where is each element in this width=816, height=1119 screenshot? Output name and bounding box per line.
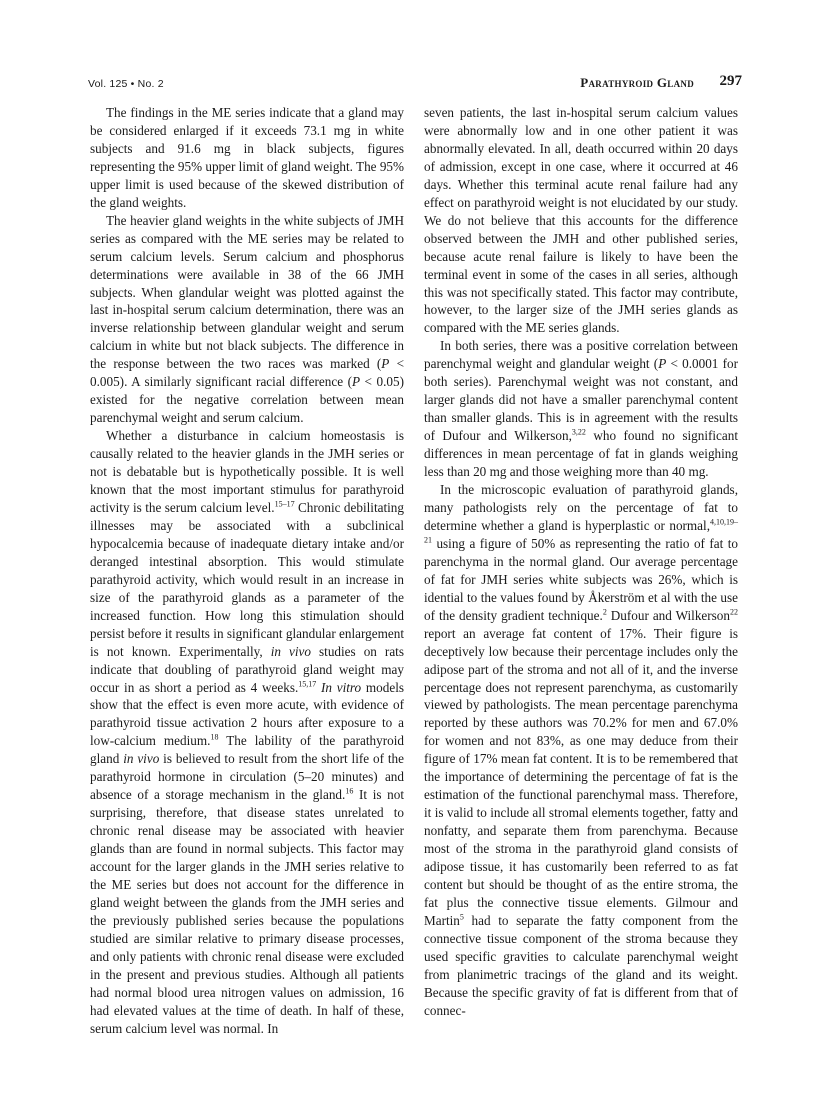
citation: 18 <box>210 732 219 742</box>
paragraph: The heavier gland weights in the white subjects of JMH series as compared with the ME series may be related to serum calcium levels. Serum calcium and phosphorus determinations were available in 38 of the 66 JMH subjects. When glandular weight was plotted against the last in-hospital serum calcium determination, there was an inverse relationship between glandular weight and serum calcium in white but not black subjects. The difference in the response between the two races was marked (P < 0.005). A similarly significant racial difference (P < 0.05) existed for the negative correlation between mean parenchymal weight and serum calcium. <box>90 212 405 426</box>
page-number: 297 <box>719 73 742 89</box>
journal-volume: Vol. 125 • No. 2 <box>88 78 164 90</box>
citation: 15,17 <box>298 679 317 689</box>
citation: 5 <box>459 912 464 922</box>
paragraph: The findings in the ME series indicate that a gland may be considered enlarged if it exceeds 73.1 mg in white subjects and 91.6 mg in black subjects, figures representing the 95% upper limit of gland weight. The 95% upper limit is used because of the skewed distribution of the gland weights. <box>90 105 404 210</box>
citation: 16 <box>345 786 354 796</box>
running-title: Parathyroid Gland <box>580 75 694 90</box>
citation: 2 <box>602 607 607 617</box>
paragraph: Whether a disturbance in calcium homeostasis is causally related to the heavier glands in the JMH series or not is debatable but is hypothetically possible. It is well known that the most important stimulus for parathyroid activity is the serum calcium level.$^{15-17}$ Chronic debilitating illnesses may be associated with a subclinical hypocalcemia because of inadequate dietary intake and/or deranged intestinal absorption. This would stimulate parathyroid activity, which would result in an increase in size of the parathyroid glands as a parameter of the increased function. How long this stimulation should persist before it results in significant glandular enlargement is not known. Experimentally, in vivo studies on rats indicate that doubling of parathyroid gland weight may occur in as short a period as 4 weeks.$^{15,17}$ In vitro models show that the effect is even more acute, with evidence of parathyroid tissue activation 2 hours after exposure to a low-calcium medium.$^{18}$ The lability of the parathyroid gland in vivo is believed to result from the short life of the parathyroid hormone in circulation (5–20 minutes) and absence of a storage mechanism in the gland.$^{16}$ It is not surprising, therefore, that disease states unrelated to chronic renal disease may be associated with heavier glands than are found in normal subjects. This factor may account for the larger glands in the JMH series relative to the ME series but does not account for the difference in gland weight between the glands from the JMH series and the previously published series because the populations studied are similar relative to primary disease processes, and only patients with chronic renal disease were excluded in the present and previous studies. Although all patients had normal blood urea nitrogen values on admission, 16 had elevated values at the time of death. In half of these, serum calcium level was normal. In <box>90 428 404 1036</box>
page-header <box>88 70 742 92</box>
paragraph: In the microscopic evaluation of parathyroid glands, many pathologists rely on the percentage of fat to determine whether a gland is hyperplastic or normal,$^{4,10,19-21}$ using a figure of 50% as representing the ratio of fat to parenchyma in the normal gland. Our average percentage of fat for JMH series white subjects was 26%, which is idential to the values found by Åkerström et al with the use of the density gradient technique.$^2$ Dufour and Wilkerson$^{22}$ report an average fat content of 17%. Their figure is deceptively low because their percentage includes only the adipose part of the stroma and not all of it, and the inverse percentage does not represent parenchyma, as customarily viewed by pathologists. The mean percentage parenchyma reported by these authors was 70.2% for men and 67.0% for women and not 83%, as one may deduce from their figure of 17% mean fat content. It is to be remembered that the importance of determining the percentage of fat is the estimation of the functional parenchymal mass. Therefore, it is valid to include all stromal elements together, fatty and nonfatty, and separate them from parenchyma. Because most of the stroma in the parathyroid gland consists of adipose tissue, it has customarily been referred to as fat content but should be thought of as the entire stroma, the fat plus the connective tissue elements. Gilmour and Martin$^5$ had to separate the fatty component from the connective tissue component of the stroma because they used specific gravities to calculate parenchymal weight from planimetric tracings of the gland and its weight. Because the specific gravity of fat is different from that of connec- <box>424 482 738 1018</box>
citation: 4,10,19–21 <box>424 517 738 545</box>
paragraph: seven patients, the last in-hospital serum calcium values were abnormally low and in one other patient it was abnormally elevated. In all, death occurred within 20 days of admission, except in one case, where it occurred at 46 days. Whether this terminal acute renal failure had any effect on parathyroid weight is not elucidated by our study. We do not believe that this accounts for the difference observed between the JMH and other published series, because acute renal failure is likely to have been the terminal event in some of the cases in all series, although this was not specifically stated. This factor may contribute, however, to the larger size of the JMH series glands as compared with the ME series glands. <box>424 105 738 336</box>
left-column <box>90 104 404 1038</box>
paragraph: In both series, there was a positive correlation between parenchymal weight and glandular weight (P < 0.0001 for both series). Parenchymal weight was not constant, and larger glands did not have a smaller parenchymal content than smaller glands. This is in agreement with the results of Dufour and Wilkerson,$^{3,22}$ who found no significant differences in mean percentage of fat in glands weighing less than 20 mg and those weighing more than 40 mg. <box>424 338 738 480</box>
citation: 3,22 <box>571 427 586 437</box>
citation: 22 <box>730 607 738 617</box>
citation: 15–17 <box>274 499 295 509</box>
right-column <box>424 104 738 1020</box>
